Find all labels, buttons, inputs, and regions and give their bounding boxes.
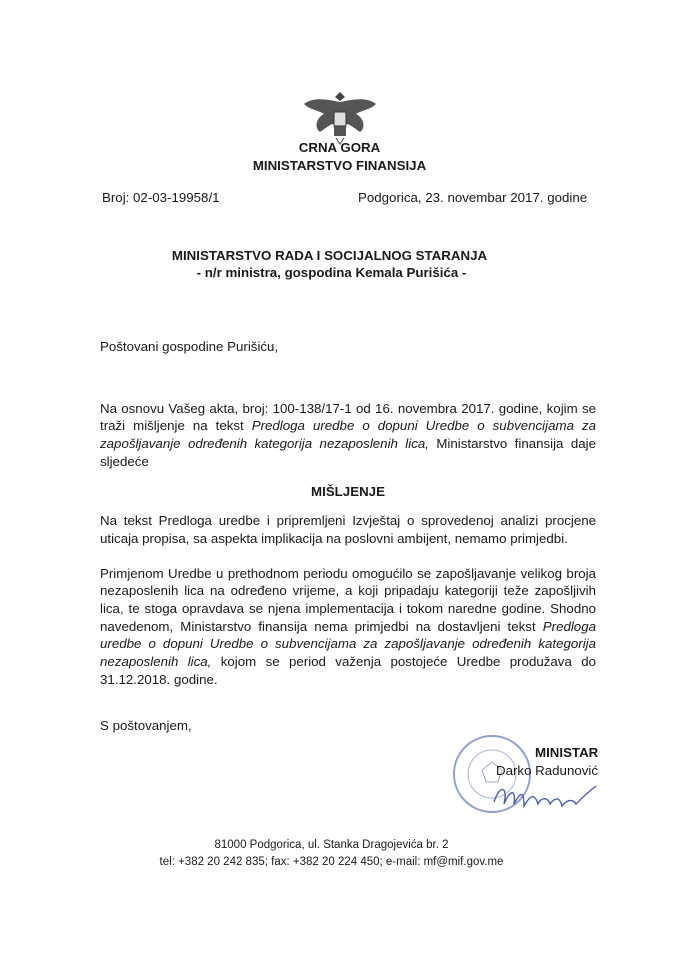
intro-paragraph [100,400,596,471]
country-name: CRNA GORA [298,140,381,155]
place-date: Podgorica, 23. novembar 2017. godine [358,190,588,205]
closing: S poštovanjem, [100,717,192,733]
intro-text: Na osnovu Vašeg akta, broj: 100-138/17-1 od 16. novembra 2017. godine, kojim se traži mišljenje na tekst [100,400,596,434]
footer-contact: tel: +382 20 242 835; fax: +382 20 224 450; e-mail: mf@mif.gov.me [159,856,504,868]
recipient-line2: - n/r ministra, gospodina Kemala Purišića - [196,265,467,280]
signatory-name: Darko Radunović [496,763,598,779]
para2-text-end: kojom se period važenja postojeće Uredbe produžava do 31.12.2018. godine. [100,654,596,687]
signatory-title: MINISTAR [535,745,599,761]
reference-number: Broj: 02-03-19958/1 [102,190,220,205]
intro-text-end: Ministarstvo finansija daje sljedeće [100,436,596,469]
ministry-name: MINISTARSTVO FINANSIJA [252,158,427,173]
handwritten-signature-icon [490,782,600,812]
para2-title-italic: Predloga uredbe o dopuni Uredbe o subvencijama za zapošljavanje određenih kategorija nezaposlenih lica, [100,618,596,670]
footer-address: 81000 Podgorica, ul. Stanka Dragojevića br. 2 [214,839,449,851]
para2-text: Primjenom Uredbe u prethodnom periodu omogućilo se zapošljavanje velikog broja nezaposlenih lica na određeno vrijeme, a koji pripadaju kategoriji teže zapošljivih lica, te stoga opravdava se njena implementacija i tokom naredne godine. Shodno navedenom, Ministarstvo finansija nema primjedbi na dostavljeni tekst [100,565,596,634]
signature-block [100,738,599,838]
recipient-line1: MINISTARSTVO RADA I SOCIJALNOG STARANJA [171,248,488,263]
letter-body [100,338,599,838]
opinion-title: MIŠLJENJE [311,483,385,499]
coat-of-arms-icon [300,88,380,146]
salutation: Poštovani gospodine Purišiću, [100,339,279,354]
intro-title-italic: Predloga uredbe o dopuni Uredbe o subvencijama za zapošljavanje određenih kategorija nezaposlenih lica, [100,418,597,452]
paragraph-1: Na tekst Predloga uredbe i pripremljeni Izvještaj o sprovedenoj analizi procjene uticaja propisa, sa aspekta implikacija na poslovni ambijent, nemamo primjedbi. [100,513,596,546]
paragraph-2 [100,565,596,689]
